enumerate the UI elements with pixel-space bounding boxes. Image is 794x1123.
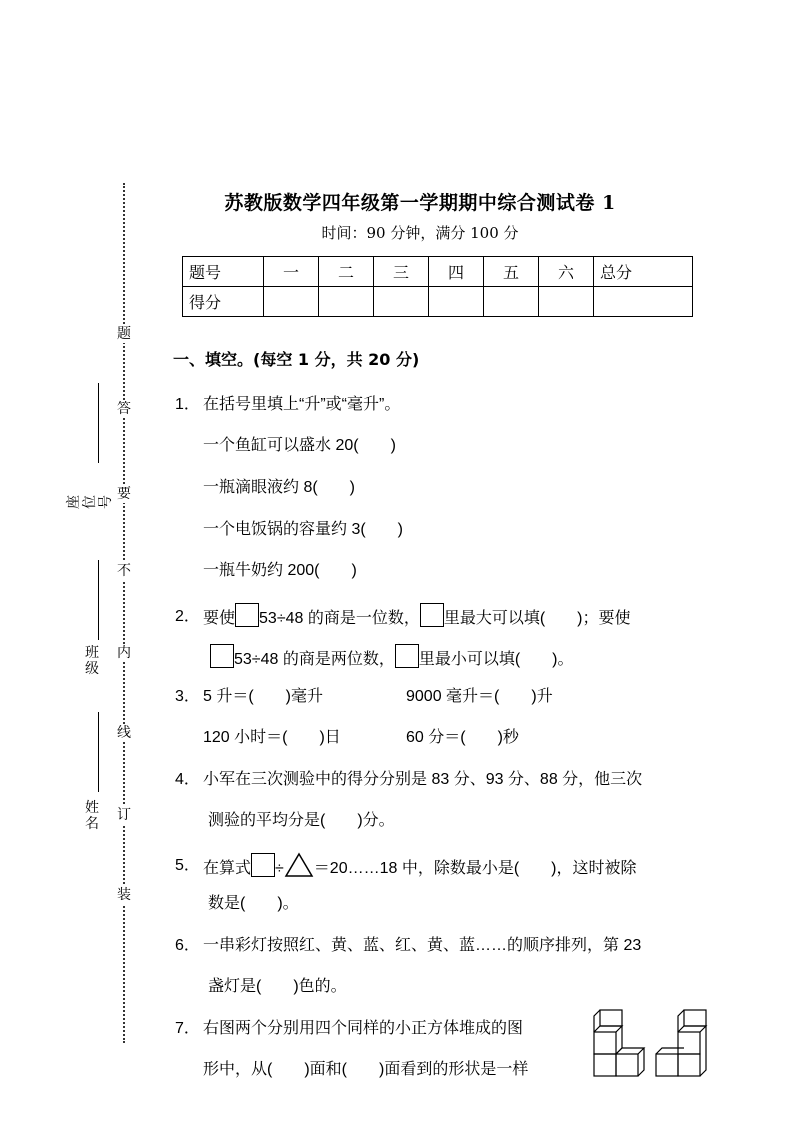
q5-number: 5． <box>175 857 200 874</box>
q2-line-1 <box>203 603 631 628</box>
page-title: 苏教版数学四年级第一学期期中综合测试卷 1 <box>224 192 616 214</box>
score-header-cell: 总分 <box>594 257 693 287</box>
q2-text: 53÷48 的商是两位数， <box>234 651 395 668</box>
cube-stack-right-icon <box>656 1010 706 1076</box>
score-table <box>182 256 693 317</box>
score-header-cell: 一 <box>264 257 319 287</box>
q3-item: 9000 毫升＝( )升 <box>406 688 553 705</box>
q1-number: 1． <box>175 396 200 413</box>
margin-char: 要 <box>117 486 131 502</box>
margin-char: 题 <box>117 326 131 342</box>
blank-square-icon <box>395 644 419 668</box>
class-line <box>98 560 99 640</box>
q2-number: 2． <box>175 608 200 625</box>
score-header-cell: 六 <box>539 257 594 287</box>
score-header-cell: 题号 <box>183 257 264 287</box>
class-label: 班级 <box>85 645 99 677</box>
q1-item: 一瓶滴眼液约 8( ) <box>203 479 356 496</box>
margin-char: 不 <box>117 563 131 579</box>
q5-text: ＝20……18 中，除数最小是( )，这时被除 <box>313 860 637 877</box>
q3-item: 120 小时＝( )日 <box>203 729 341 746</box>
score-row-label: 得分 <box>183 287 264 317</box>
binding-dotted-line <box>123 183 125 1043</box>
q2-line-2 <box>210 644 574 669</box>
q2-text: 要使 <box>203 610 236 627</box>
blank-square-icon <box>210 644 234 668</box>
q6-line-2: 盏灯是( )色的。 <box>208 978 347 995</box>
section-1-heading: 一、填空。(每空 1 分，共 20 分) <box>173 350 420 369</box>
q2-text: 里最小可以填( )。 <box>418 651 574 668</box>
q4-number: 4． <box>175 771 200 788</box>
score-table-header-row <box>183 257 693 287</box>
score-cell[interactable] <box>484 287 539 317</box>
q6-line-1: 一串彩灯按照红、黄、蓝、红、黄、蓝……的顺序排列，第 23 <box>203 937 642 954</box>
score-cell[interactable] <box>264 287 319 317</box>
blank-square-icon <box>251 853 275 877</box>
score-header-cell: 五 <box>484 257 539 287</box>
cube-stack-figure <box>590 1004 710 1082</box>
q1-item: 一个鱼缸可以盛水 20( ) <box>203 437 396 454</box>
q4-line-1: 小军在三次测验中的得分分别是 83 分、93 分、88 分，他三次 <box>203 771 643 788</box>
seat-number-line <box>98 383 99 463</box>
q5-line-2: 数是( )。 <box>208 895 299 912</box>
q4-line-2: 测验的平均分是( )分。 <box>208 812 395 829</box>
q7-line-1: 右图两个分别用四个同样的小正方体堆成的图 <box>203 1020 524 1037</box>
score-header-cell: 四 <box>429 257 484 287</box>
margin-char: 订 <box>117 807 131 823</box>
margin-char: 线 <box>117 725 131 741</box>
score-header-cell: 三 <box>374 257 429 287</box>
score-header-cell: 二 <box>319 257 374 287</box>
q6-number: 6． <box>175 937 200 954</box>
score-cell[interactable] <box>539 287 594 317</box>
margin-char: 内 <box>117 645 131 661</box>
q3-item: 5 升＝( )毫升 <box>203 688 324 705</box>
score-cell[interactable] <box>319 287 374 317</box>
q5-line-1 <box>203 852 637 878</box>
seat-number-label: 座位号 <box>66 495 114 509</box>
q2-text: 53÷48 的商是一位数， <box>259 610 420 627</box>
q2-text: 里最大可以填( )；要使 <box>443 610 631 627</box>
blank-square-icon <box>420 603 444 627</box>
cube-stack-left-icon <box>594 1010 644 1076</box>
q5-text: ÷ <box>275 860 284 877</box>
name-label: 姓名 <box>85 800 99 832</box>
q5-text: 在算式 <box>203 860 252 877</box>
q1-item: 一瓶牛奶约 200( ) <box>203 562 357 579</box>
q3-number: 3． <box>175 688 200 705</box>
margin-char: 答 <box>117 401 131 417</box>
score-table-score-row <box>183 287 693 317</box>
blank-square-icon <box>235 603 259 627</box>
q7-number: 7． <box>175 1020 200 1037</box>
margin-char: 装 <box>117 887 131 903</box>
score-cell[interactable] <box>594 287 693 317</box>
q1-stem: 在括号里填上“升”或“毫升”。 <box>203 396 401 413</box>
q3-item: 60 分＝( )秒 <box>406 729 519 746</box>
page-subtitle: 时间：90 分钟，满分 100 分 <box>321 224 519 242</box>
q7-line-2: 形中，从( )面和( )面看到的形状是一样 <box>203 1061 529 1078</box>
score-cell[interactable] <box>429 287 484 317</box>
name-line <box>98 712 99 792</box>
q1-item: 一个电饭锅的容量约 3( ) <box>203 521 404 538</box>
blank-triangle-icon <box>284 852 314 878</box>
score-cell[interactable] <box>374 287 429 317</box>
